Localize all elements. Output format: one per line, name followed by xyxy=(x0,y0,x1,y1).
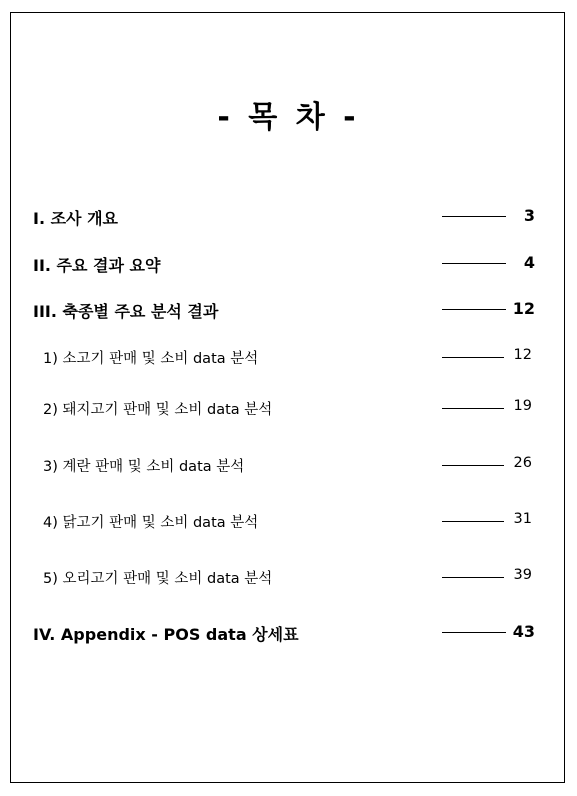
toc-entry-label: 5) 오리고기 판매 및 소비 data 분석 xyxy=(43,571,273,587)
toc-subentry-1 xyxy=(0,347,577,371)
leader-line xyxy=(442,357,504,358)
toc-subentry-3 xyxy=(0,455,577,479)
toc-entry-page: 12 xyxy=(513,347,532,363)
toc-subentry-5 xyxy=(0,567,577,591)
toc-entry-page: 39 xyxy=(513,567,532,583)
toc-title: - 목 차 - xyxy=(217,100,360,135)
leader-line xyxy=(442,408,504,409)
toc-entry-label: 3) 계란 판매 및 소비 data 분석 xyxy=(43,459,245,475)
leader-line xyxy=(442,632,506,633)
toc-entry-4 xyxy=(0,622,577,646)
leader-line xyxy=(442,521,504,522)
toc-entry-label: 1) 소고기 판매 및 소비 data 분석 xyxy=(43,351,259,367)
toc-entry-page: 3 xyxy=(523,206,535,225)
toc-entry-label: I. 조사 개요 xyxy=(33,209,118,228)
toc-entry-label: III. 축종별 주요 분석 결과 xyxy=(33,302,219,321)
toc-entry-label: 4) 닭고기 판매 및 소비 data 분석 xyxy=(43,515,259,531)
leader-line xyxy=(442,216,506,217)
toc-entry-label: IV. Appendix - POS data 상세표 xyxy=(33,625,299,644)
toc-subentry-4 xyxy=(0,511,577,535)
toc-entry-label: 2) 돼지고기 판매 및 소비 data 분석 xyxy=(43,402,273,418)
toc-entry-page: 43 xyxy=(512,622,535,641)
toc-entry-1 xyxy=(0,206,577,230)
toc-subentry-2 xyxy=(0,398,577,422)
toc-entry-label: II. 주요 결과 요약 xyxy=(33,256,161,275)
toc-entry-page: 19 xyxy=(513,398,532,414)
toc-entry-page: 31 xyxy=(513,511,532,527)
leader-line xyxy=(442,577,504,578)
toc-entry-3 xyxy=(0,299,577,323)
leader-line xyxy=(442,465,504,466)
toc-entry-page: 4 xyxy=(523,253,535,272)
leader-line xyxy=(442,309,506,310)
toc-entry-page: 26 xyxy=(513,455,532,471)
leader-line xyxy=(442,263,506,264)
toc-entry-page: 12 xyxy=(512,299,535,318)
toc-entry-2 xyxy=(0,253,577,277)
